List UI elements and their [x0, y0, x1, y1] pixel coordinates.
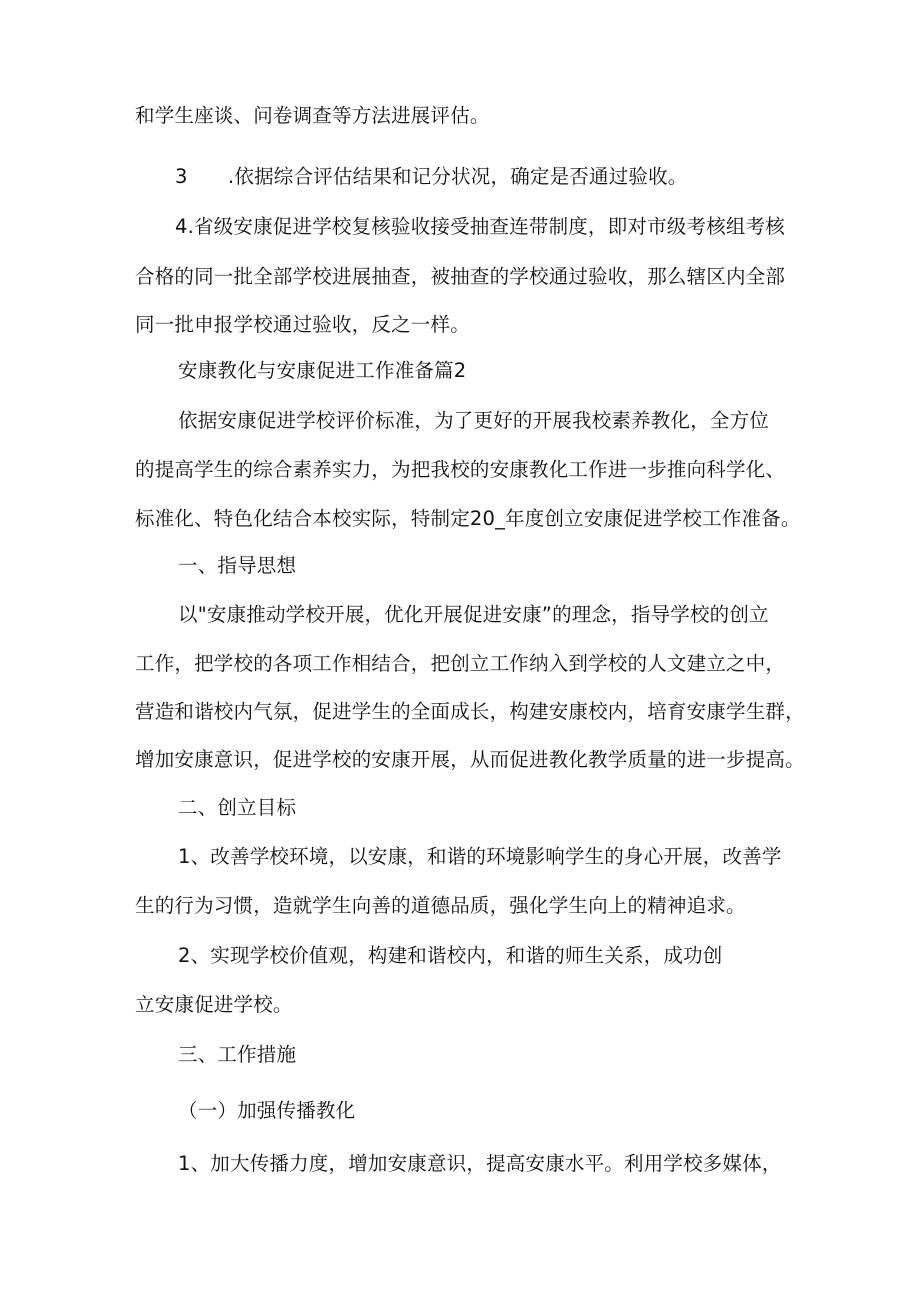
text-line: 生的行为习惯，造就学生向善的道德品质，强化学生向上的精神追求。 [135, 894, 746, 917]
section-heading: 二、创立目标 [178, 796, 297, 819]
text-line: 和学生座谈、问卷调查等方法进展评估。 [135, 104, 490, 127]
text-line: 2、实现学校价值观，构建和谐校内，和谐的师生关系，成功创 [178, 944, 723, 967]
text-line: 同一批申报学校通过验收，反之一样。 [135, 313, 470, 336]
text-line: 以"安康推动学校开展，优化开展促进安康”的理念，指导学校的创立 [178, 603, 769, 626]
text-line: 4.省级安康促进学校复核验收接受抽查连带制度，即对市级考核组考核 [175, 215, 786, 238]
text-line: 的提高学生的综合素养实力，为把我校的安康教化工作进一步推向科学化、 [135, 458, 786, 481]
text-line: 增加安康意识，促进学校的安康开展，从而促进教化教学质量的进一步提高。 [135, 748, 805, 771]
text-line: 合格的同一批全部学校进展抽查，被抽查的学校通过验收，那么辖区内全部 [135, 265, 786, 288]
text-line: 营造和谐校内气氛，促进学生的全面成长，构建安康校内，培育安康学生群， [135, 700, 805, 723]
text-line: 1、加大传播力度，增加安康意识，提高安康水平。利用学校多媒体， [178, 1152, 782, 1175]
section-heading: 一、指导思想 [178, 554, 297, 577]
section-heading: 三、工作措施 [178, 1043, 297, 1066]
subsection-heading: （一）加强传播教化 [178, 1099, 356, 1122]
list-number: 3 [175, 165, 188, 188]
text-line: 1、改善学校环境，以安康，和谐的环境影响学生的身心开展，改善学 [178, 845, 782, 868]
text-line: 标准化、特色化结合本校实际，特制定20_年度创立安康促进学校工作准备。 [135, 507, 801, 530]
text-line: 工作，把学校的各项工作相结合，把创立工作纳入到学校的人文建立之中， [135, 652, 786, 675]
text-line: .依据综合评估结果和记分状况，确定是否通过验收。 [228, 165, 688, 188]
section-heading: 安康教化与安康促进工作准备篇2 [178, 359, 467, 382]
text-line: 依据安康促进学校评价标准，为了更好的开展我校素养教化，全方位 [178, 409, 770, 432]
text-line: 立安康促进学校。 [135, 993, 293, 1016]
